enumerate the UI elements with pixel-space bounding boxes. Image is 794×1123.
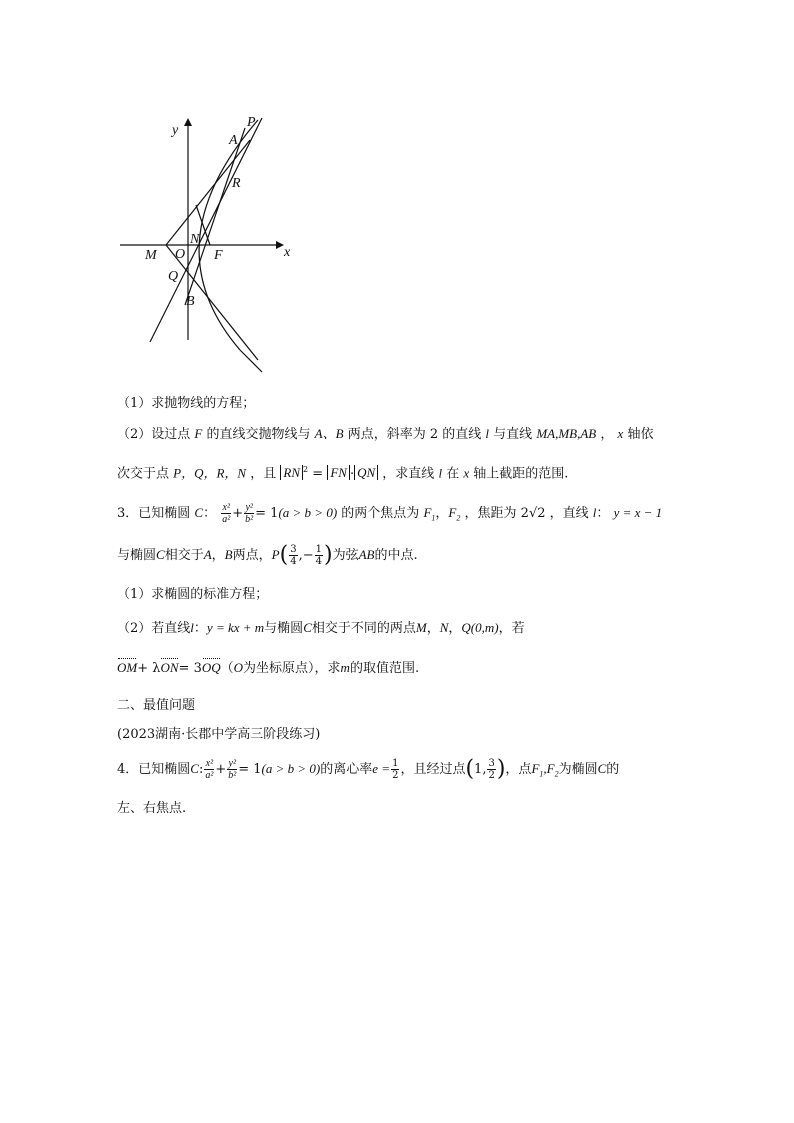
q3-text: 相交于不同的两点 bbox=[311, 621, 416, 636]
label-F: F bbox=[214, 248, 223, 263]
y-axis-arrow bbox=[184, 118, 192, 126]
label-x: x bbox=[284, 245, 291, 260]
parabola-curve bbox=[199, 120, 262, 372]
label-P: P bbox=[247, 115, 256, 130]
q2-part1: （1）求抛物线的方程； bbox=[117, 396, 256, 411]
q2-text: 在 bbox=[446, 466, 460, 482]
px-frac: $\frac{3}{4}$ bbox=[290, 544, 297, 567]
q2-eq: = bbox=[312, 466, 324, 482]
q3-text: 与椭圆 bbox=[264, 621, 304, 636]
q2-l2: l bbox=[438, 465, 443, 481]
ellipse-frac-y: $\frac{\text{y²}}{\text{b²}}$ bbox=[245, 502, 254, 525]
q2-sq: 2 bbox=[303, 465, 309, 474]
q3-part2-line1: （2）若直线l：y = kx + m与椭圆C相交于不同的两点M，N，Q(0,m)，若 bbox=[117, 620, 525, 636]
q4-text: 的 bbox=[606, 762, 620, 777]
q3-text: 为坐标原点），求 bbox=[243, 661, 341, 676]
label-B: B bbox=[186, 294, 195, 309]
q4-line1: 4．已知椭圆C: $\frac{\text{x²}}{\text{a²}}$ + $\frac{\text{y²}}{\text{b²}}$ = 1(a > b > 0)的离心率e = $\frac{1}{2}$ ，且经过点(1, $\frac{3}{2}$ )，点$F_1,F_2$为椭圆C的 bbox=[117, 756, 620, 782]
q3-text: 与椭圆 bbox=[117, 548, 157, 563]
q3-C: C bbox=[194, 505, 204, 520]
ellipse-frac-x: $\frac{\text{x²}}{\text{a²}}$ bbox=[222, 502, 231, 525]
q3-l3: l bbox=[190, 620, 194, 635]
q2-QN: QN bbox=[354, 465, 378, 480]
line-MB bbox=[166, 245, 258, 360]
q3-text: ， bbox=[211, 548, 225, 563]
q4-text: ，且经过点 bbox=[400, 762, 466, 777]
label-M: M bbox=[145, 248, 157, 263]
q4-C2: C bbox=[597, 761, 607, 776]
q3-part1: （1）求椭圆的标准方程； bbox=[117, 587, 269, 602]
label-A: A bbox=[229, 133, 238, 148]
q3-text: ，焦距为 bbox=[464, 506, 517, 521]
line-AB bbox=[185, 128, 245, 305]
q3-eq: y = x − 1 bbox=[613, 505, 663, 520]
q2-text: 轴依 bbox=[627, 427, 654, 442]
x-axis-arrow bbox=[276, 241, 284, 249]
q3-line2: 与椭圆C相交于A，B两点，P( $\frac{3}{4}$ ,− $\frac{1}{4}$ )为弦AB的中点. bbox=[117, 542, 418, 568]
q3-text: 为弦 bbox=[332, 548, 359, 563]
q3-B: B bbox=[224, 547, 233, 562]
q4-frac-x: $\frac{\text{x²}}{\text{a²}}$ bbox=[205, 758, 214, 781]
q4-C: C bbox=[190, 761, 199, 776]
q3-text: ，若 bbox=[498, 621, 525, 636]
q4-line2: 左、右焦点. bbox=[117, 801, 187, 816]
q3-AB: AB bbox=[358, 547, 375, 562]
label-N: N bbox=[190, 232, 200, 247]
q4-frac-y: $\frac{\text{y²}}{\text{b²}}$ bbox=[228, 758, 237, 781]
line-MA bbox=[166, 140, 250, 245]
label-R: R bbox=[232, 176, 241, 191]
q3-line-eq: y = kx + m bbox=[206, 620, 265, 635]
q2-x2: x bbox=[463, 465, 470, 481]
py-frac: $\frac{1}{4}$ bbox=[315, 544, 322, 567]
q4-text: 为椭圆 bbox=[558, 762, 598, 777]
q3-C2: C bbox=[156, 547, 165, 562]
q2-AB: A、B bbox=[314, 426, 344, 441]
q3-m: m bbox=[340, 660, 350, 675]
q4-text: 的离心率 bbox=[320, 762, 373, 777]
q2-F: F bbox=[194, 426, 203, 441]
q4-cond: (a > b > 0) bbox=[261, 761, 321, 776]
vec-plus: + λ bbox=[137, 661, 161, 676]
vec-ON: ON bbox=[160, 660, 179, 675]
q2-text: ，且 bbox=[250, 466, 277, 482]
parabola-figure bbox=[0, 0, 794, 390]
q2-dot: · bbox=[349, 466, 355, 482]
q3-C3: C bbox=[303, 620, 312, 635]
q2-text: （2）设过点 bbox=[117, 427, 191, 442]
q2-text: 两点，斜率为 2 的直线 bbox=[347, 427, 482, 442]
q2-l: l bbox=[485, 426, 490, 441]
q2-text: ， bbox=[600, 427, 614, 442]
q3-O: O bbox=[233, 660, 244, 675]
vec-OQ: OQ bbox=[201, 660, 221, 675]
q2-RN: RN bbox=[280, 465, 303, 480]
q2-x: x bbox=[617, 426, 624, 441]
q3-num: 3．已知椭圆 bbox=[117, 506, 191, 521]
label-y: y bbox=[172, 123, 179, 138]
source-note: (2023湖南·长郡中学高三阶段练习) bbox=[117, 727, 321, 742]
q3-line1: 3．已知椭圆 C： $\frac{\text{x²}}{\text{a²}}$ + $\frac{\text{y²}}{\text{b²}}$ = 1(a > b > 0) 的两个焦点为 $F_1$，$F_2$ ，焦距为 2√2 ，直线 l： y = x − 1 bbox=[117, 502, 663, 525]
q3-text: ，直线 bbox=[549, 506, 589, 521]
q4-F1: $F_1,F_2$ bbox=[531, 761, 559, 779]
label-Q: Q bbox=[168, 269, 179, 284]
q4-num: 4．已知椭圆 bbox=[117, 762, 191, 777]
q2-text: 轴上截距的范围. bbox=[473, 466, 569, 482]
q3-text: （ bbox=[220, 661, 234, 676]
vec-eq: = 3 bbox=[178, 661, 202, 676]
q3-text: 的取值范围. bbox=[349, 661, 420, 676]
vec-OM: OM bbox=[117, 660, 138, 675]
q3-text: 的两个焦点为 bbox=[341, 506, 420, 521]
label-O: O bbox=[175, 247, 186, 262]
q3-A: A bbox=[203, 547, 212, 562]
q3-part2-line2 bbox=[117, 659, 419, 678]
q2-text: ，求直线 bbox=[382, 466, 435, 482]
q3-F2: $F_2$ bbox=[448, 505, 461, 523]
q3-text: 两点， bbox=[232, 548, 272, 563]
q3-text: 相交于 bbox=[164, 548, 204, 563]
line-l bbox=[150, 118, 262, 342]
q4-e-frac: $\frac{1}{2}$ bbox=[392, 758, 399, 781]
q2-text: 与直线 bbox=[493, 427, 533, 442]
q4-text: ，点 bbox=[505, 762, 532, 777]
q3-text: 的中点. bbox=[374, 548, 418, 563]
q2-part2-line1 bbox=[117, 425, 653, 444]
q2-FN: FN bbox=[327, 465, 350, 480]
q2-points: P，Q，R，N bbox=[173, 465, 247, 481]
q3-M: M bbox=[415, 620, 427, 635]
q4-e: e = bbox=[372, 761, 391, 776]
q2-text: 的直线交抛物线与 bbox=[206, 427, 311, 442]
q2-text: 次交于点 bbox=[117, 466, 170, 482]
q3-focal: 2√2 bbox=[520, 506, 546, 521]
q3-N: N bbox=[439, 620, 449, 635]
section-title: 二、最值问题 bbox=[117, 698, 196, 713]
q3-cond: (a > b > 0) bbox=[278, 505, 338, 520]
q3-P: P bbox=[271, 547, 280, 562]
q2-part2-line2 bbox=[117, 461, 568, 483]
q3-text: （2）若直线 bbox=[117, 621, 191, 636]
q2-lines: MA,MB,AB bbox=[536, 426, 597, 441]
q3-l: l bbox=[592, 505, 597, 520]
q3-F1: $F_1$ bbox=[423, 505, 436, 523]
q3-Q: Q(0,m) bbox=[461, 620, 499, 635]
q4-pt-frac: $\frac{3}{2}$ bbox=[488, 758, 495, 781]
